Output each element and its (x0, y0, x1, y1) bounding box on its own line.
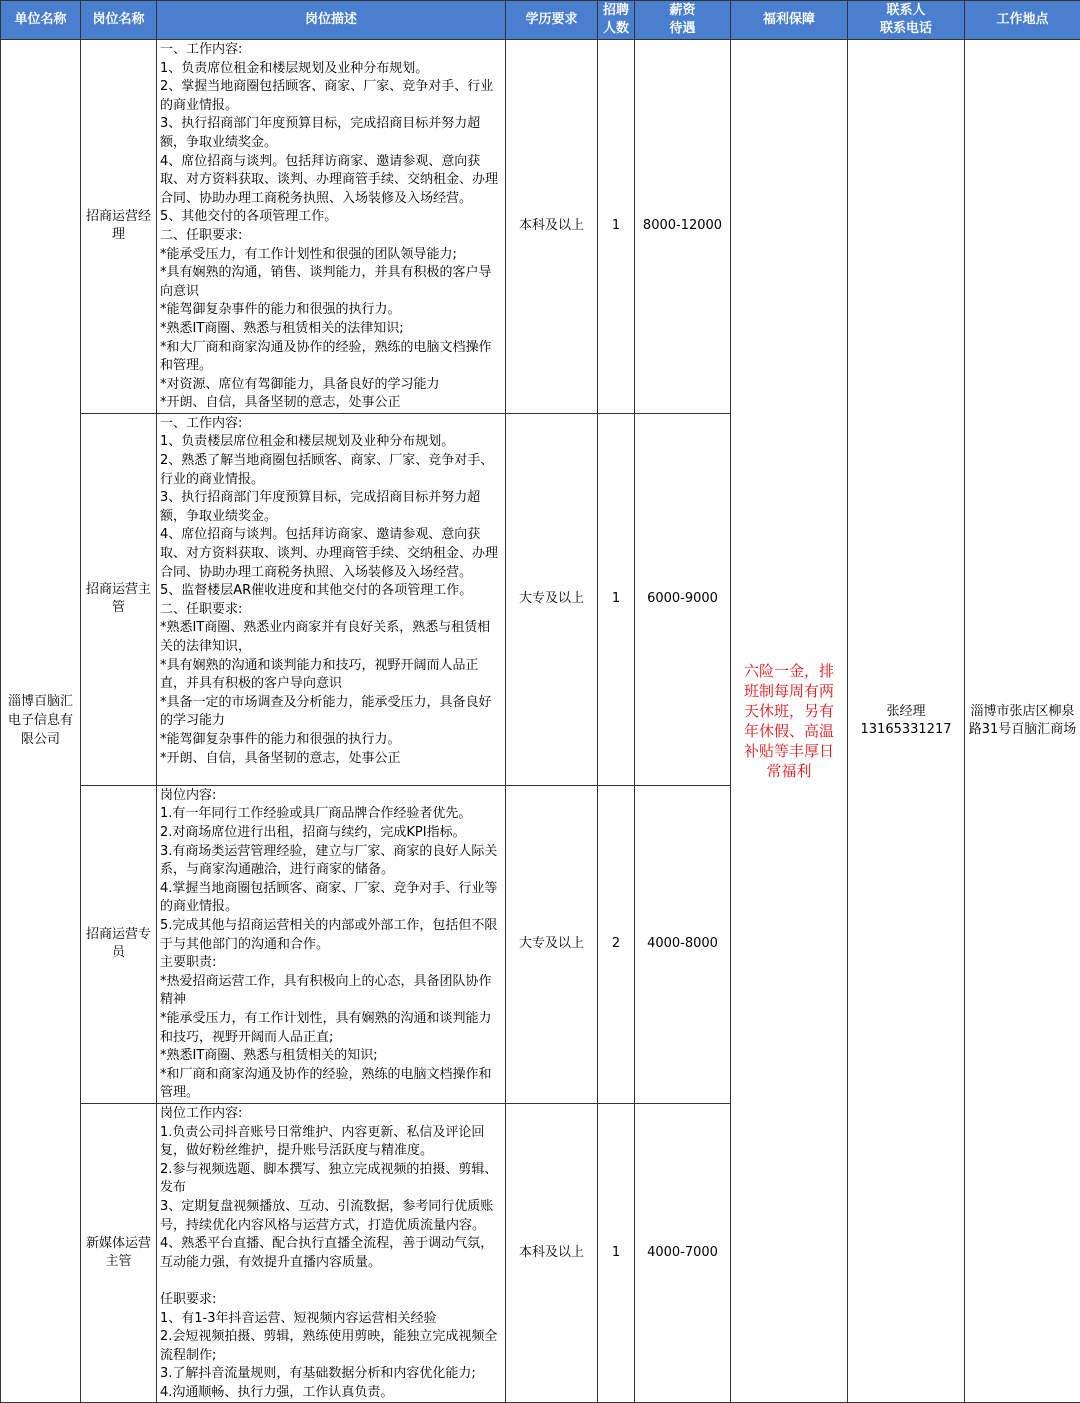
header-contact: 联系人 联系电话 (848, 1, 965, 40)
description-line: 任职要求: (160, 1291, 503, 1310)
job-education: 大专及以上 (506, 785, 598, 1103)
description-line: *和大厂商和商家沟通及协作的经验，熟练的电脑文档操作和管理。 (160, 339, 503, 376)
job-salary: 4000-8000 (635, 785, 731, 1103)
job-education: 本科及以上 (506, 1103, 598, 1403)
description-line: 2、熟悉了解当地商圈包括顾客、商家、厂家、竞争对手、行业的商业情报。 (160, 452, 503, 489)
header-education: 学历要求 (506, 1, 598, 40)
description-line: 4.沟通顺畅、执行力强，工作认真负责。 (160, 1384, 503, 1403)
work-location: 淄博市张店区柳泉路31号百脑汇商场 (965, 40, 1080, 1403)
description-line: *对资源、席位有驾御能力，具备良好的学习能力 (160, 376, 503, 395)
contact-info: 张经理 13165331217 (848, 40, 965, 1403)
description-line: 岗位工作内容: (160, 1105, 503, 1124)
job-salary: 4000-7000 (635, 1103, 731, 1403)
description-line: 1、负责楼层席位租金和楼层规划及业种分布规划。 (160, 433, 503, 452)
description-line: 4、席位招商与谈判。包括拜访商家、邀请参观、意向获取、对方资料获取、谈判、办理商管手续、交纳租金、办理合同、协助办理工商税务执照、入场装修及入场经营。 (160, 526, 503, 582)
description-line: 二、任职要求: (160, 227, 503, 246)
description-line: 1.有一年同行工作经验或具厂商品牌合作经验者优先。 (160, 805, 503, 824)
job-description (157, 785, 506, 1103)
job-title: 招商运营主管 (81, 413, 157, 785)
description-line: *具备一定的市场调查及分析能力，能承受压力，具备良好的学习能力 (160, 694, 503, 731)
header-welfare: 福利保障 (731, 1, 848, 40)
description-line: 1、负责席位租金和楼层规划及业种分布规划。 (160, 60, 503, 79)
description-line: 2.对商场席位进行出租，招商与续约，完成KPI指标。 (160, 824, 503, 843)
company-name: 淄博百脑汇电子信息有限公司 (1, 40, 81, 1403)
description-line: 3、定期复盘视频播放、互动、引流数据，参考同行优质账号，持续优化内容风格与运营方式，打造优质流量内容。 (160, 1198, 503, 1235)
description-line: 1、有1-3年抖音运营、短视频内容运营相关经验 (160, 1310, 503, 1329)
description-line: 一、工作内容: (160, 41, 503, 60)
job-count: 1 (598, 413, 635, 785)
description-line: 3、执行招商部门年度预算目标，完成招商目标并努力超额，争取业绩奖金。 (160, 489, 503, 526)
job-education: 大专及以上 (506, 413, 598, 785)
description-line: 2.参与视频选题、脚本撰写、独立完成视频的拍摄、剪辑、发布 (160, 1161, 503, 1198)
header-location: 工作地点 (965, 1, 1080, 40)
header-description: 岗位描述 (157, 1, 506, 40)
job-title: 招商运营专员 (81, 785, 157, 1103)
job-description (157, 1103, 506, 1403)
job-salary: 8000-12000 (635, 40, 731, 414)
description-line: 一、工作内容: (160, 415, 503, 434)
description-line: 5、监督楼层AR催收进度和其他交付的各项管理工作。 (160, 582, 503, 601)
description-line: 3、执行招商部门年度预算目标，完成招商目标并努力超额，争取业绩奖金。 (160, 115, 503, 152)
description-line: 4.掌握当地商圈包括顾客、商家、厂家、竞争对手、行业等的商业情报。 (160, 880, 503, 917)
description-line: *熟悉IT商圈、熟悉业内商家并有良好关系，熟悉与租赁相关的法律知识， (160, 619, 503, 656)
description-line: *开朗、自信，具备坚韧的意志，处事公正 (160, 394, 503, 413)
description-line: *能承受压力，有工作计划性和很强的团队领导能力; (160, 246, 503, 265)
description-line: *和厂商和商家沟通及协作的经验，熟练的电脑文档操作和管理。 (160, 1066, 503, 1103)
table-row (1, 40, 1080, 414)
description-line: 二、任职要求: (160, 601, 503, 620)
description-line: *熟悉IT商圈、熟悉与租赁相关的知识; (160, 1047, 503, 1066)
job-description (157, 40, 506, 414)
welfare-text: 六险一金，排班制每周有两天休班，另有年休假、高温补贴等丰厚日常福利 (731, 40, 848, 1403)
description-line: *开朗、自信，具备坚韧的意志，处事公正 (160, 750, 503, 769)
header-salary: 薪资 待遇 (635, 1, 731, 40)
description-line: *熟悉IT商圈、熟悉与租赁相关的法律知识; (160, 320, 503, 339)
job-salary: 6000-9000 (635, 413, 731, 785)
job-description (157, 413, 506, 785)
description-line: 5、其他交付的各项管理工作。 (160, 208, 503, 227)
header-row (1, 1, 1080, 40)
job-count: 1 (598, 1103, 635, 1403)
description-line: *具有娴熟的沟通，销售、谈判能力，并具有积极的客户导向意识 (160, 264, 503, 301)
description-line: 5.完成其他与招商运营相关的内部或外部工作，包括但不限于与其他部门的沟通和合作。 (160, 917, 503, 954)
header-company: 单位名称 (1, 1, 81, 40)
job-title: 招商运营经理 (81, 40, 157, 414)
description-line: 主要职责: (160, 954, 503, 973)
header-position: 岗位名称 (81, 1, 157, 40)
description-line: *能驾御复杂事件的能力和很强的执行力。 (160, 731, 503, 750)
description-line: *能驾御复杂事件的能力和很强的执行力。 (160, 301, 503, 320)
description-line: 2、掌握当地商圈包括顾客、商家、厂家、竞争对手、行业的商业情报。 (160, 78, 503, 115)
description-line: 岗位内容: (160, 787, 503, 806)
description-line: 3.有商场类运营管理经验，建立与厂家、商家的良好人际关系，与商家沟通融洽，进行商家的储备。 (160, 843, 503, 880)
description-line: 1.负责公司抖音账号日常维护、内容更新、私信及评论回复，做好粉丝维护，提升账号活跃度与精准度。 (160, 1124, 503, 1161)
job-education: 本科及以上 (506, 40, 598, 414)
job-title: 新媒体运营主管 (81, 1103, 157, 1403)
job-count: 2 (598, 785, 635, 1103)
description-line (160, 1272, 503, 1291)
description-line: 4、席位招商与谈判。包括拜访商家、邀请参观、意向获取、对方资料获取、谈判、办理商管手续、交纳租金、办理合同、协助办理工商税务执照、入场装修及入场经营。 (160, 153, 503, 209)
job-count: 1 (598, 40, 635, 414)
description-line: *能承受压力，有工作计划性，具有娴熟的沟通和谈判能力和技巧，视野开阔而人品正直; (160, 1010, 503, 1047)
description-line: 4、熟悉平台直播、配合执行直播全流程，善于调动气氛，互动能力强，有效提升直播内容质量。 (160, 1235, 503, 1272)
description-line: 3.了解抖音流量规则，有基础数据分析和内容优化能力; (160, 1365, 503, 1384)
description-line: *热爱招商运营工作，具有积极向上的心态，具备团队协作精神 (160, 973, 503, 1010)
header-count: 招聘 人数 (598, 1, 635, 40)
description-line: *具有娴熟的沟通和谈判能力和技巧，视野开阔而人品正直，并具有积极的客户导向意识 (160, 657, 503, 694)
description-line: 2.会短视频拍摄、剪辑，熟练使用剪映，能独立完成视频全流程制作; (160, 1328, 503, 1365)
